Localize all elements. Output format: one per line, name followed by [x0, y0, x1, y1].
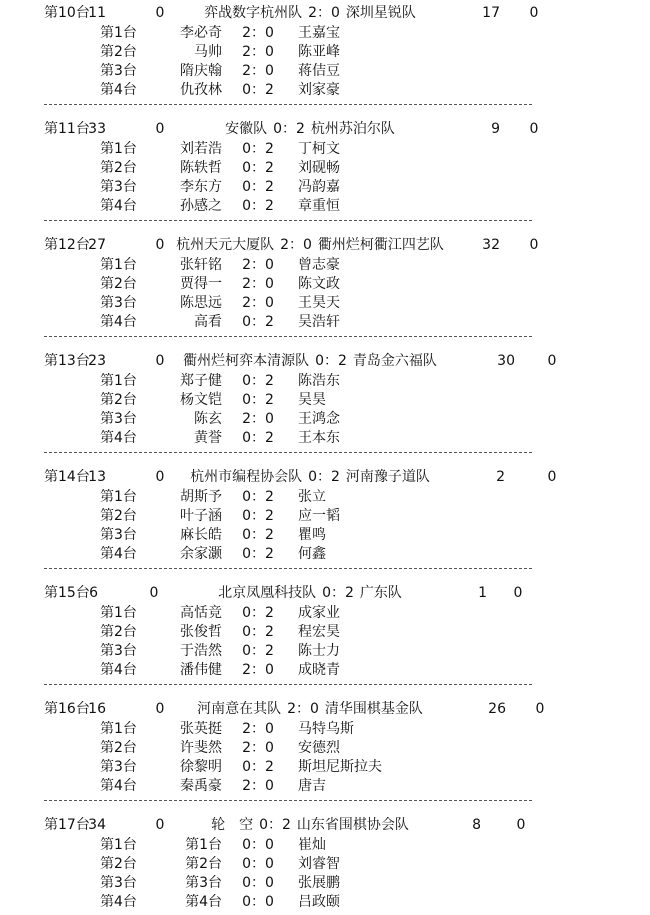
left-player-name: 第2台: [185, 856, 222, 872]
board-number: 第3台: [100, 643, 137, 659]
board-number: 第3台: [100, 759, 137, 775]
right-player-name: 刘砚畅: [298, 160, 340, 176]
board-result-row: [0, 43, 650, 62]
board-result-row: [0, 429, 650, 448]
team-matchup: [130, 584, 490, 603]
board-result-row: [0, 62, 650, 81]
left-player-name: 李东方: [180, 179, 222, 195]
board-number: 第1台: [100, 141, 137, 157]
board-score: 2：0: [242, 778, 274, 794]
away-team-name: 衢州烂柯衢江四艺队: [317, 237, 444, 253]
board-result-row: [0, 140, 650, 159]
board-number: 第3台: [100, 63, 137, 79]
home-team-points: 33: [88, 121, 106, 137]
dashed-separator: [44, 684, 532, 685]
board-number: 第4台: [100, 314, 137, 330]
away-team-zero: 0: [547, 469, 557, 485]
board-number: 第3台: [100, 527, 137, 543]
home-team-points: 27: [88, 237, 106, 253]
away-team-zero: 0: [529, 237, 539, 253]
board-result-row: [0, 488, 650, 507]
home-team-name: 河南意在其队: [197, 701, 282, 717]
board-number: 第4台: [100, 778, 137, 794]
left-player-name: 贾得一: [180, 276, 222, 292]
board-result-row: [0, 642, 650, 661]
right-player-name: 冯韵嘉: [298, 179, 340, 195]
board-number: 第1台: [100, 25, 137, 41]
left-player-name: 许斐然: [180, 740, 222, 756]
right-player-name: 曾志豪: [298, 257, 340, 273]
match-score: 0：2: [315, 353, 347, 369]
table-number: 第15台: [44, 585, 90, 601]
away-team-name: 河南豫子道队: [345, 469, 430, 485]
away-team-points: 17: [482, 5, 500, 21]
away-team-zero: 0: [547, 353, 557, 369]
away-team-points: 26: [488, 701, 506, 717]
right-player-name: 王嘉宝: [298, 25, 340, 41]
home-team-points: 6: [89, 585, 98, 601]
away-team-zero: 0: [535, 701, 545, 717]
away-team-points: 1: [478, 585, 487, 601]
right-player-name: 王昊天: [298, 295, 340, 311]
left-player-name: 张轩铭: [180, 257, 222, 273]
board-score: 0：2: [242, 527, 274, 543]
home-team-name: 衢州烂柯弈本清源队: [183, 353, 310, 369]
board-score: 0：2: [242, 643, 274, 659]
match-score: 0：2: [308, 469, 340, 485]
right-player-name: 吴浩轩: [298, 314, 340, 330]
home-team-zero: 0: [155, 237, 165, 253]
board-number: 第1台: [100, 257, 137, 273]
board-number: 第3台: [100, 875, 137, 891]
board-result-row: [0, 294, 650, 313]
match-header-row: [0, 468, 650, 487]
right-player-name: 瞿鸣: [298, 527, 326, 543]
home-team-points: 23: [88, 353, 106, 369]
right-player-name: 张立: [298, 489, 326, 505]
home-team-zero: 0: [155, 469, 165, 485]
home-team-points: 34: [88, 817, 106, 833]
board-number: 第2台: [100, 160, 137, 176]
board-result-row: [0, 855, 650, 874]
board-result-row: [0, 623, 650, 642]
team-matchup: [130, 236, 490, 255]
left-player-name: 高看: [194, 314, 222, 330]
home-team-name: 弈战数字杭州队: [204, 5, 303, 21]
board-score: 0：2: [242, 430, 274, 446]
right-player-name: 应一韬: [298, 508, 340, 524]
match-header-row: [0, 816, 650, 835]
left-player-name: 麻长皓: [180, 527, 222, 543]
away-team-points: 9: [491, 121, 500, 137]
right-player-name: 成家业: [298, 605, 340, 621]
board-number: 第4台: [100, 198, 137, 214]
right-player-name: 蒋佶豆: [298, 63, 340, 79]
board-result-row: [0, 874, 650, 893]
left-player-name: 叶子涵: [180, 508, 222, 524]
team-matchup: [130, 816, 490, 835]
dashed-separator: [44, 800, 532, 801]
home-team-zero: 0: [149, 585, 159, 601]
left-player-name: 第3台: [185, 875, 222, 891]
match-score: 2：0: [280, 237, 312, 253]
dashed-separator: [44, 452, 532, 453]
board-result-row: [0, 893, 650, 912]
board-score: 0：2: [242, 392, 274, 408]
board-score: 0：2: [242, 314, 274, 330]
left-player-name: 杨文铠: [180, 392, 222, 408]
left-player-name: 孙感之: [180, 198, 222, 214]
board-result-row: [0, 758, 650, 777]
right-player-name: 丁柯文: [298, 141, 340, 157]
board-score: 0：0: [242, 875, 274, 891]
board-number: 第2台: [100, 856, 137, 872]
away-team-points: 30: [497, 353, 515, 369]
match-score: 2：0: [308, 5, 340, 21]
board-number: 第4台: [100, 662, 137, 678]
left-player-name: 张俊哲: [180, 624, 222, 640]
away-team-zero: 0: [529, 121, 539, 137]
board-score: 0：2: [242, 82, 274, 98]
right-player-name: 陈文政: [298, 276, 340, 292]
right-player-name: 马特乌斯: [298, 721, 354, 737]
dashed-separator: [44, 568, 532, 569]
left-player-name: 黄誉: [194, 430, 222, 446]
right-player-name: 吴昊: [298, 392, 326, 408]
away-team-name: 清华围棋基金队: [324, 701, 423, 717]
board-number: 第2台: [100, 276, 137, 292]
away-team-name: 杭州苏泊尔队: [310, 121, 395, 137]
board-score: 2：0: [242, 721, 274, 737]
board-score: 0：0: [242, 856, 274, 872]
board-result-row: [0, 372, 650, 391]
right-player-name: 斯坦尼斯拉夫: [298, 759, 382, 775]
right-player-name: 章重恒: [298, 198, 340, 214]
left-player-name: 第4台: [185, 894, 222, 910]
right-player-name: 安德烈: [298, 740, 340, 756]
board-result-row: [0, 313, 650, 332]
right-player-name: 张展鹏: [298, 875, 340, 891]
left-player-name: 徐黎明: [180, 759, 222, 775]
table-number: 第16台: [44, 701, 90, 717]
match-score: 2：0: [287, 701, 319, 717]
away-team-points: 2: [496, 469, 505, 485]
board-result-row: [0, 197, 650, 216]
board-number: 第3台: [100, 295, 137, 311]
left-player-name: 隋庆翰: [180, 63, 222, 79]
team-matchup: [130, 352, 490, 371]
match-score: 0：2: [322, 585, 354, 601]
left-player-name: 陈玄: [194, 411, 222, 427]
board-number: 第2台: [100, 740, 137, 756]
board-result-row: [0, 661, 650, 680]
table-number: 第12台: [44, 237, 90, 253]
board-result-row: [0, 24, 650, 43]
board-result-row: [0, 836, 650, 855]
right-player-name: 何鑫: [298, 546, 326, 562]
left-player-name: 刘若浩: [180, 141, 222, 157]
match-header-row: [0, 236, 650, 255]
left-player-name: 胡斯予: [180, 489, 222, 505]
match-header-row: [0, 4, 650, 23]
board-number: 第3台: [100, 411, 137, 427]
board-score: 0：2: [242, 546, 274, 562]
board-number: 第1台: [100, 605, 137, 621]
left-player-name: 张英挺: [180, 721, 222, 737]
board-number: 第4台: [100, 430, 137, 446]
board-number: 第1台: [100, 489, 137, 505]
board-score: 0：2: [242, 624, 274, 640]
board-number: 第2台: [100, 44, 137, 60]
board-result-row: [0, 81, 650, 100]
board-score: 2：0: [242, 44, 274, 60]
dashed-separator: [44, 104, 532, 105]
board-number: 第4台: [100, 82, 137, 98]
right-player-name: 崔灿: [298, 837, 326, 853]
match-header-row: [0, 120, 650, 139]
right-player-name: 刘家豪: [298, 82, 340, 98]
right-player-name: 吕政颐: [298, 894, 340, 910]
board-result-row: [0, 178, 650, 197]
board-score: 0：2: [242, 605, 274, 621]
right-player-name: 成晓青: [298, 662, 340, 678]
board-result-row: [0, 159, 650, 178]
left-player-name: 潘伟健: [180, 662, 222, 678]
away-team-zero: 0: [516, 817, 526, 833]
match-score: 0：2: [273, 121, 305, 137]
team-matchup: [130, 4, 490, 23]
away-team-name: 广东队: [359, 585, 402, 601]
right-player-name: 刘睿智: [298, 856, 340, 872]
home-team-name: 轮 空: [211, 817, 254, 833]
right-player-name: 陈浩东: [298, 373, 340, 389]
left-player-name: 郑子健: [180, 373, 222, 389]
team-matchup: [130, 468, 490, 487]
left-player-name: 高恬竞: [180, 605, 222, 621]
left-player-name: 仇孜林: [180, 82, 222, 98]
home-team-name: 北京凤凰科技队: [218, 585, 317, 601]
away-team-name: 山东省围棋协会队: [296, 817, 409, 833]
home-team-zero: 0: [155, 353, 165, 369]
home-team-zero: 0: [155, 121, 165, 137]
away-team-name: 深圳星锐队: [345, 5, 416, 21]
board-result-row: [0, 604, 650, 623]
board-score: 0：2: [242, 759, 274, 775]
board-number: 第4台: [100, 546, 137, 562]
left-player-name: 李必奇: [180, 25, 222, 41]
match-header-row: [0, 700, 650, 719]
table-number: 第11台: [44, 121, 90, 137]
home-team-name: 杭州天元大厦队: [176, 237, 275, 253]
home-team-name: 安徽队: [225, 121, 268, 137]
board-score: 0：2: [242, 508, 274, 524]
right-player-name: 程宏昊: [298, 624, 340, 640]
board-score: 2：0: [242, 411, 274, 427]
board-score: 0：2: [242, 373, 274, 389]
board-score: 0：0: [242, 837, 274, 853]
team-matchup: [130, 120, 490, 139]
match-score: 0：2: [259, 817, 291, 833]
board-score: 0：2: [242, 179, 274, 195]
board-number: 第2台: [100, 624, 137, 640]
board-result-row: [0, 275, 650, 294]
board-number: 第2台: [100, 392, 137, 408]
left-player-name: 秦禹豪: [180, 778, 222, 794]
left-player-name: 马帅: [194, 44, 222, 60]
board-score: 0：2: [242, 141, 274, 157]
board-number: 第1台: [100, 373, 137, 389]
board-score: 2：0: [242, 662, 274, 678]
away-team-name: 青岛金六福队: [352, 353, 437, 369]
board-number: 第2台: [100, 508, 137, 524]
board-number: 第1台: [100, 721, 137, 737]
board-result-row: [0, 507, 650, 526]
board-score: 2：0: [242, 740, 274, 756]
left-player-name: 陈轶哲: [180, 160, 222, 176]
right-player-name: 王本东: [298, 430, 340, 446]
away-team-zero: 0: [529, 5, 539, 21]
board-result-row: [0, 739, 650, 758]
away-team-zero: 0: [513, 585, 523, 601]
dashed-separator: [44, 336, 532, 337]
board-result-row: [0, 720, 650, 739]
table-number: 第13台: [44, 353, 90, 369]
board-result-row: [0, 545, 650, 564]
dashed-separator: [44, 220, 532, 221]
board-score: 2：0: [242, 257, 274, 273]
board-score: 0：2: [242, 489, 274, 505]
left-player-name: 陈思远: [180, 295, 222, 311]
left-player-name: 余家灏: [180, 546, 222, 562]
table-number: 第10台: [44, 5, 90, 21]
home-team-points: 13: [88, 469, 106, 485]
match-header-row: [0, 584, 650, 603]
board-result-row: [0, 410, 650, 429]
home-team-zero: 0: [155, 5, 165, 21]
board-result-row: [0, 391, 650, 410]
home-team-zero: 0: [155, 817, 165, 833]
right-player-name: 王鸿念: [298, 411, 340, 427]
right-player-name: 唐吉: [298, 778, 326, 794]
board-number: 第4台: [100, 894, 137, 910]
board-score: 0：2: [242, 160, 274, 176]
board-score: 2：0: [242, 63, 274, 79]
board-score: 2：0: [242, 276, 274, 292]
right-player-name: 陈士力: [298, 643, 340, 659]
board-result-row: [0, 256, 650, 275]
board-score: 2：0: [242, 25, 274, 41]
right-player-name: 陈亚峰: [298, 44, 340, 60]
table-number: 第14台: [44, 469, 90, 485]
board-score: 0：2: [242, 198, 274, 214]
home-team-name: 杭州市编程协会队: [190, 469, 303, 485]
board-number: 第1台: [100, 837, 137, 853]
board-score: 0：0: [242, 894, 274, 910]
board-result-row: [0, 777, 650, 796]
table-number: 第17台: [44, 817, 90, 833]
board-number: 第3台: [100, 179, 137, 195]
team-matchup: [130, 700, 490, 719]
away-team-points: 32: [482, 237, 500, 253]
board-score: 2：0: [242, 295, 274, 311]
home-team-points: 11: [88, 5, 106, 21]
home-team-points: 16: [88, 701, 106, 717]
board-result-row: [0, 526, 650, 545]
home-team-zero: 0: [155, 701, 165, 717]
left-player-name: 第1台: [185, 837, 222, 853]
away-team-points: 8: [472, 817, 481, 833]
left-player-name: 于浩然: [180, 643, 222, 659]
match-header-row: [0, 352, 650, 371]
